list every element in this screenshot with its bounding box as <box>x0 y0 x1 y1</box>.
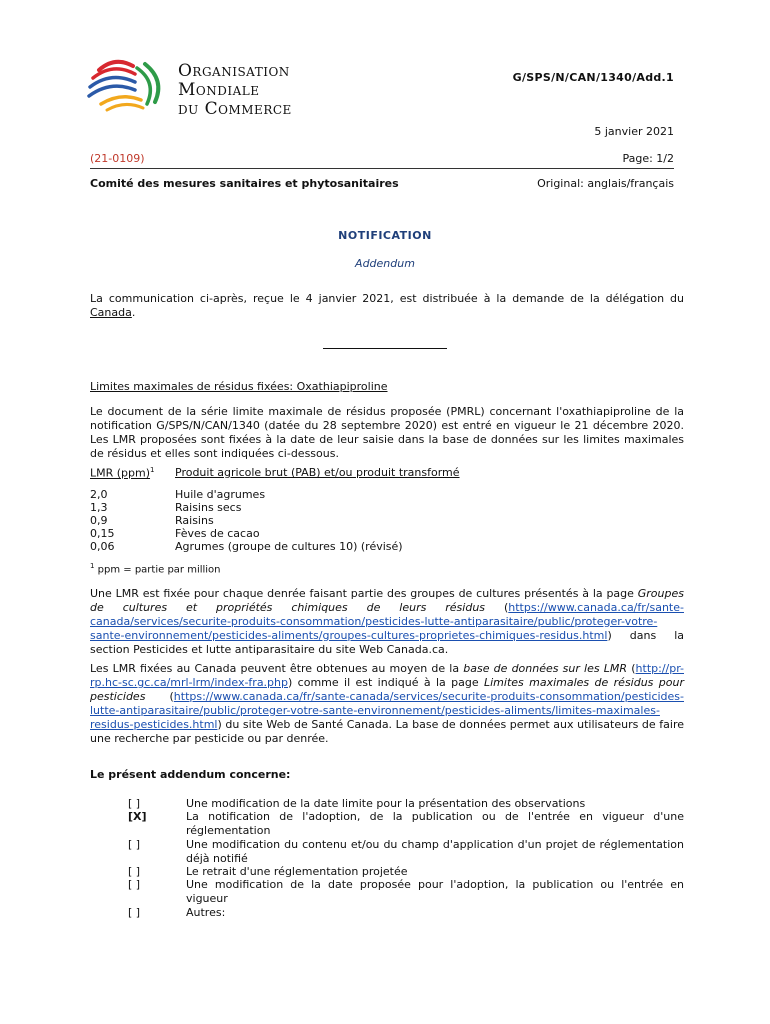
table-row-value: 0,06 <box>90 540 115 553</box>
crop-groups-paragraph: Une LMR est fixée pour chaque denrée faisant partie des groupes de cultures présentés à la page Groupes de cultures et propriétés chimiques de leurs résidus (https://www.canada.ca/fr/sante-canada/services/securite-produits-consommation/pesticides-lutte-antiparasitaire/public/proteger-votre-sante-environnement/pesticides-aliments/groupes-cultures-proprietes-chimiques-residus.html) dans la section Pesticides et lutte antiparasitaire du site Web Canada.ca. <box>90 587 684 656</box>
reference-number: (21-0109) <box>90 152 145 165</box>
checkbox-label: Autres: <box>186 906 226 919</box>
checkbox-label: Une modification du contenu et/ou du champ d'application d'un projet de réglementation déjà notifié <box>186 838 684 865</box>
checkbox-withdrawal[interactable]: [ ] <box>128 865 141 878</box>
table-header-product: Produit agricole brut (PAB) et/ou produit transformé <box>175 466 460 479</box>
table-row-value: 1,3 <box>90 501 108 514</box>
table-row-product: Raisins secs <box>175 501 242 514</box>
header-divider <box>90 168 674 169</box>
original-language: Original: anglais/français <box>537 177 674 190</box>
table-row-value: 2,0 <box>90 488 108 501</box>
table-row-product: Raisins <box>175 514 214 527</box>
org-line-1: Organisation <box>178 61 290 81</box>
document-reference: G/SPS/N/CAN/1340/Add.1 <box>512 71 674 84</box>
crop-groups-link[interactable]: https://www.canada.ca/fr/sante-canada/services/securite-produits-consommation/pesticides-lutte-antiparasitaire/public/proteger-votre-sante-environnement/pesticides-aliments/groupes-cultures-proprietes-chimiques-residus.html <box>90 601 684 642</box>
table-row-value: 0,15 <box>90 527 115 540</box>
checkbox-other[interactable]: [ ] <box>128 906 141 919</box>
footnote: $^1$ ppm = partie par million <box>90 562 221 576</box>
footnote-ref: 1 <box>150 466 155 474</box>
table-row-product: Agrumes (groupe de cultures 10) (révisé) <box>175 540 403 553</box>
checkbox-adoption[interactable]: [X] <box>128 810 147 823</box>
notification-title: NOTIFICATION <box>338 229 432 242</box>
section-separator <box>323 348 447 349</box>
wto-logo-icon <box>85 54 175 114</box>
mrl-database-paragraph: Les LMR fixées au Canada peuvent être obtenues au moyen de la base de données sur les LMR (http://pr-rp.hc-sc.gc.ca/mrl-lrm/index-fra.php) comme il est indiqué à la page Limites maximales de résidus pour pesticides (https://www.canada.ca/fr/sante-canada/services/securite-produits-consommation/pesticides-lutte-antiparasitaire/public/proteger-votre-sante-environnement/pesticides-aliments/limites-maximales-residus-pesticides.html) du site Web de Santé Canada. La base de données permet aux utilisateurs de faire une recherche par pesticide ou par denrée. <box>90 662 684 745</box>
org-name <box>178 62 292 119</box>
table-row-product: Huile d'agrumes <box>175 488 266 501</box>
crop-groups-title: Groupes de cultures et propriétés chimiques de leurs résidus <box>90 587 684 614</box>
intro-end: . <box>131 306 136 319</box>
section-heading: Limites maximales de résidus fixées: Oxathiapiproline <box>90 380 388 393</box>
addendum-subtitle: Addendum <box>355 257 415 270</box>
mrl-paragraph: Le document de la série limite maximale de résidus proposée (PMRL) concernant l'oxathiapiproline de la notification G/SPS/N/CAN/1340 (datée du 28 septembre 2020) est entré en vigueur le 21 décembre 2020. Les LMR proposées sont fixées à la date de leur saisie dans la base de données sur les limites maximales de résidus et elles sont indiquées ci-dessous. <box>90 405 684 460</box>
table-row-value: 0,9 <box>90 514 108 527</box>
org-line-2: Mondiale <box>178 80 260 100</box>
page-number: Page: 1/2 <box>622 152 674 165</box>
mrl-page-title: Limites maximales de résidus pour pesticides <box>90 676 684 703</box>
checkbox-label: Une modification de la date limite pour la présentation des observations <box>186 797 586 810</box>
mrl-database-title: base de données sur les LMR <box>463 662 628 675</box>
concern-heading: Le présent addendum concerne: <box>90 768 291 781</box>
intro-paragraph <box>90 292 684 320</box>
checkbox-comment-deadline[interactable]: [ ] <box>128 797 141 810</box>
org-line-3: du Commerce <box>178 99 292 119</box>
committee-name: Comité des mesures sanitaires et phytosanitaires <box>90 177 399 190</box>
table-row-product: Fèves de cacao <box>175 527 260 540</box>
checkbox-label: Une modification de la date proposée pour l'adoption, la publication ou l'entrée en vigueur <box>186 878 684 905</box>
mrl-database-link[interactable]: http://pr-rp.hc-sc.gc.ca/mrl-lrm/index-fra.php <box>90 662 684 689</box>
table-header-lmr: LMR (ppm)$^1$ <box>90 466 155 480</box>
intro-text: La communication ci-après, reçue le 4 janvier 2021, est distribuée à la demande de la délégation du <box>90 292 684 305</box>
mrl-page-link[interactable]: https://www.canada.ca/fr/sante-canada/services/securite-produits-consommation/pesticides-lutte-antiparasitaire/public/proteger-votre-sante-environnement/pesticides-aliments/limites-maximales-residus-pesticides.html <box>90 690 684 731</box>
checkbox-content-modification[interactable]: [ ] <box>128 838 141 851</box>
checkbox-label: La notification de l'adoption, de la publication ou de l'entrée en vigueur d'une réglementation <box>186 810 684 837</box>
document-date: 5 janvier 2021 <box>594 125 674 138</box>
intro-country: Canada <box>90 306 132 319</box>
checkbox-date-modification[interactable]: [ ] <box>128 878 141 891</box>
checkbox-label: Le retrait d'une réglementation projetée <box>186 865 408 878</box>
